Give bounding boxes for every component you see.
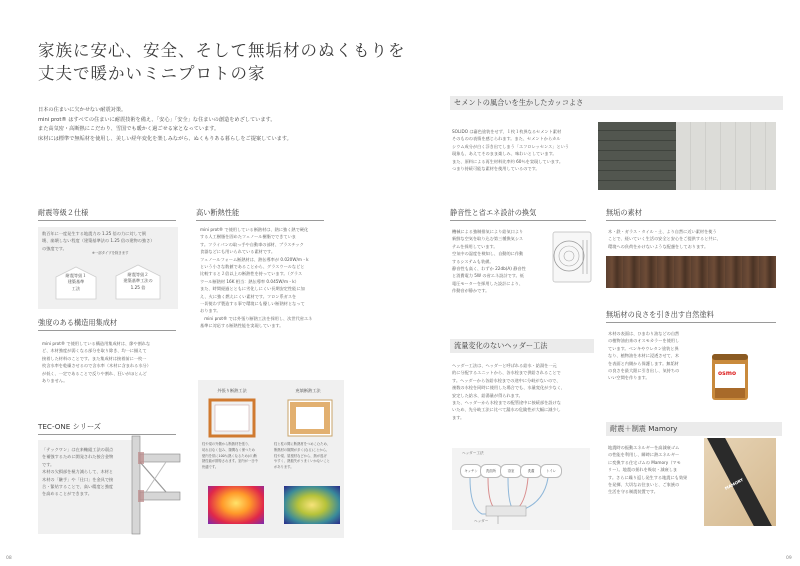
muku-text: 木・鉄・ガラス・タイル・土、より自然に近い素材を使う ことで、経いていく生活の安全と安心をご提供すると共に、 環境への負荷をかけないような配慮をしております。 bbox=[608, 229, 721, 249]
fixture-node: 浴室 bbox=[500, 464, 522, 478]
osmo-paint-can bbox=[710, 350, 750, 402]
section-title-taishin: 耐震等級２仕様 bbox=[38, 208, 176, 221]
section-title-kanki: 静音性と省エネ設計の換気 bbox=[450, 208, 586, 221]
header-method-text: ヘッダー工法は、ヘッダーと呼ばれる給水・給湯を一元 的に分配するユニットから、各水栓まで供給されることで す。ヘッダーから各給水栓までの途中に分岐がないので、 複数の水栓を同時に使用した場合でも、水量変化が少なく、 安定した給水、給湯量が得られます。 また、ヘッダーから水栓までの配管途中に接続部を設けな いため、先分岐工法に比べて漏水の危険性が大幅に減少し ます。 bbox=[452, 363, 565, 420]
tecone-frame-illustration bbox=[126, 432, 182, 536]
outer-thermal-image bbox=[208, 486, 264, 524]
fixture-node: 洗濯 bbox=[520, 464, 542, 478]
mamory-damper-photo bbox=[704, 438, 776, 526]
fixture-node: キッチン bbox=[460, 464, 482, 478]
outer-insulation-diagram bbox=[208, 398, 256, 442]
kanki-text: 機械による強制排気により給気口より 新鮮な空気を取り込む第三種換気シス テムを採用しています。 空気中の湿度を検知し、自動的に作動 するシステムも装備。 静音性も高く、わずか 22db(A) 静音性 と消費電力 5W の省エネ設計です。低 電圧モーターを採用した設計により、 作動音が静かです。 bbox=[452, 229, 526, 294]
section-title-seishin: 耐震＋制震 Mamory bbox=[606, 422, 782, 436]
page-title-line2: 丈夫で暖かいミニプロトの家 bbox=[38, 64, 266, 83]
section-title-toryo: 無垢材の良さを引き出す自然塗料 bbox=[606, 310, 776, 323]
page-title-line1: 家族に安心、安全、そして無垢材のぬくもりを bbox=[38, 41, 406, 60]
section-title-shuseizai: 強度のある構造用集成材 bbox=[38, 318, 176, 331]
intro-line: mini prot® はすべての住まいに耐震技術を備え、「安心」「安全」な住まいの創造をめざしています。 bbox=[38, 116, 276, 123]
section-title-header-method: 流量変化のないヘッダー工法 bbox=[450, 339, 594, 353]
intro-line: また高気密・高断熱にこだわり、雪国でも暖かく過ごせる家となっています。 bbox=[38, 126, 220, 133]
grade2-house bbox=[112, 263, 164, 301]
page-number-right: 09 bbox=[786, 556, 792, 561]
section-title-tecone: TEC-ONE シリーズ bbox=[38, 422, 176, 435]
toryo-text: 木材の表面は、ひまわり油などの自然 の植物油由来のオスモカラーを使用し ています。ベンキやウレタン塗装と異 なり、植物油を木材に浸透させて、木 を表面と内側から保護します。無垢材 の良さを最大限に引き出し、気持ちの いい空間を作ります。 bbox=[608, 331, 680, 381]
osmo-label: osmo bbox=[718, 370, 737, 377]
intro-line: 床材には標準で無垢材を使用し、美しい経年変化を楽しみながら、ぬくもりある暮らしをご提案しています。 bbox=[38, 135, 292, 142]
section-title-cement: セメントの風合いを生かしたカッコよさ bbox=[450, 96, 783, 110]
section-title-muku: 無垢の素材 bbox=[606, 208, 776, 221]
section-title-dannetsu: 高い断熱性能 bbox=[196, 208, 324, 221]
outer-insulation-text: 柱や梁の外側から断熱材を張り、 切れ目なく包み、隙間なく保つため 壁内を常に100％熱くなるため(の)断 熱性能が期待されます。室内が一日中 快適です。 bbox=[202, 442, 258, 470]
intro-text bbox=[38, 106, 292, 144]
mamory-label: MAMORY bbox=[723, 477, 745, 491]
taishin-note: ※一部タイプを除きます bbox=[92, 251, 129, 255]
ventilation-fan-illustration bbox=[545, 228, 595, 290]
grade2-label: 耐震等級２ 建築基準工法の 1.25 倍 bbox=[123, 272, 153, 290]
fill-insulation-label: 充填断熱工法 bbox=[295, 388, 321, 393]
taishin-text: 数百年に一度発生する地震力の 1.25 倍の力に対して倒 壊、崩壊しない程度（建築基準法の 1.25 倍の建物の強さ） の強度です。 bbox=[42, 231, 155, 251]
seishin-text: 地震時の振動エネルギーを高減衰ゴム の性能を利用し、瞬時に熱エネルギー に変換する住宅ゴムの Mamory（マモ リー）。地震の揺れを吸収・減衰しま す。さらに繰り返し発生する地震にも効果 を発揮、大切なお住まいと、ご家族の 生活を守る制震装置です。 bbox=[608, 445, 688, 495]
grade1-label: 耐震等級１ 建築基準 工法 bbox=[65, 273, 87, 291]
fill-thermal-image bbox=[284, 486, 340, 524]
fixture-node: トイレ bbox=[540, 464, 562, 478]
header-unit-label: ヘッダー bbox=[474, 519, 489, 523]
dannetsu-text: mini prot® で使用している断熱材は、熱に強く熱で硬化 する人工樹脂を固めたフェノール樹脂でできていま す。フライパンの取っ手や自動車の部材、プラスチック 食器などにも用いられている素材です。 フェノールフォーム断熱材は、熱伝導率が 0.020W/m・k という小さな数値であることから、グラスウールなどと 比較すると２倍以上の断熱性を持っています。（グラス ウール断熱材 16K 相当：熱伝導率 0.045W/m・k） また、時間経過とともに劣化しにくい長期安定性能に加 え、火に強く燃えにくい素材です。フロン系ガスを 一切使わず製造する事で環境にも優しい断熱材となって おります。 mini prot® では外張り断熱工法を採用し、次世代省エネ 基準に対応する断熱性能を実現しています。 bbox=[200, 227, 313, 329]
page-number-left: 08 bbox=[6, 556, 12, 561]
fixture-node: 洗面所 bbox=[480, 464, 502, 478]
header-diagram bbox=[452, 448, 590, 530]
header-diagram-label: ヘッダー工法 bbox=[462, 451, 484, 455]
shuseizai-text: mini prot® で使用している構造用集成材は、節や割れな ど、木材強度が弱くなる部分を取り除き、均一に揃えて 接着した材料のことです。また集成材は接着前に一枚一 枚含水率を乾燥させるので含水率（木材に含まれる水分） が低く、一定であることで反りや割れ、狂いがほとんど ありません。 bbox=[42, 341, 151, 384]
tecone-text: 「テックワン」は在来軸組工法の弱点 を補強するために開発された接合金物 です。 木材の欠損部を極力減らして、木材と 木材の「継手」や「仕口」を金具で接 合・緊結することで、高い精度と強度 を高めることができます。 bbox=[42, 447, 114, 497]
fill-insulation-diagram bbox=[286, 398, 334, 442]
cement-wall-photo bbox=[598, 122, 776, 190]
cement-text: SOLIDO は審色塗装をせず、１枚１枚異なるセメント素材 そのものの表情を感じられます。また、セメントからカル シウム成分が白く浮き出てしまう「エフロレッセンス」という 現象も、あえてそのまま楽しみ、味わいとしています。 また、原料による再生材料比率約 60％を実現しています。 つまり持続可能な素材を使用しているのです。 bbox=[452, 129, 570, 172]
wood-floor-photo bbox=[606, 256, 776, 288]
grade1-house bbox=[52, 265, 100, 301]
fill-insulation-text: 柱と柱の間に断熱材をつめこむため、 断熱材の隙間が多く(なる)ことから、 柱や梁、屋根材などから、熱が逃げ やすく、熱損失がうまくいかないこと があります。 bbox=[274, 442, 330, 470]
intro-line: 日本の住まいに欠かせない耐震対策。 bbox=[38, 107, 127, 113]
outer-insulation-label: 外張り断熱工法 bbox=[217, 388, 247, 393]
